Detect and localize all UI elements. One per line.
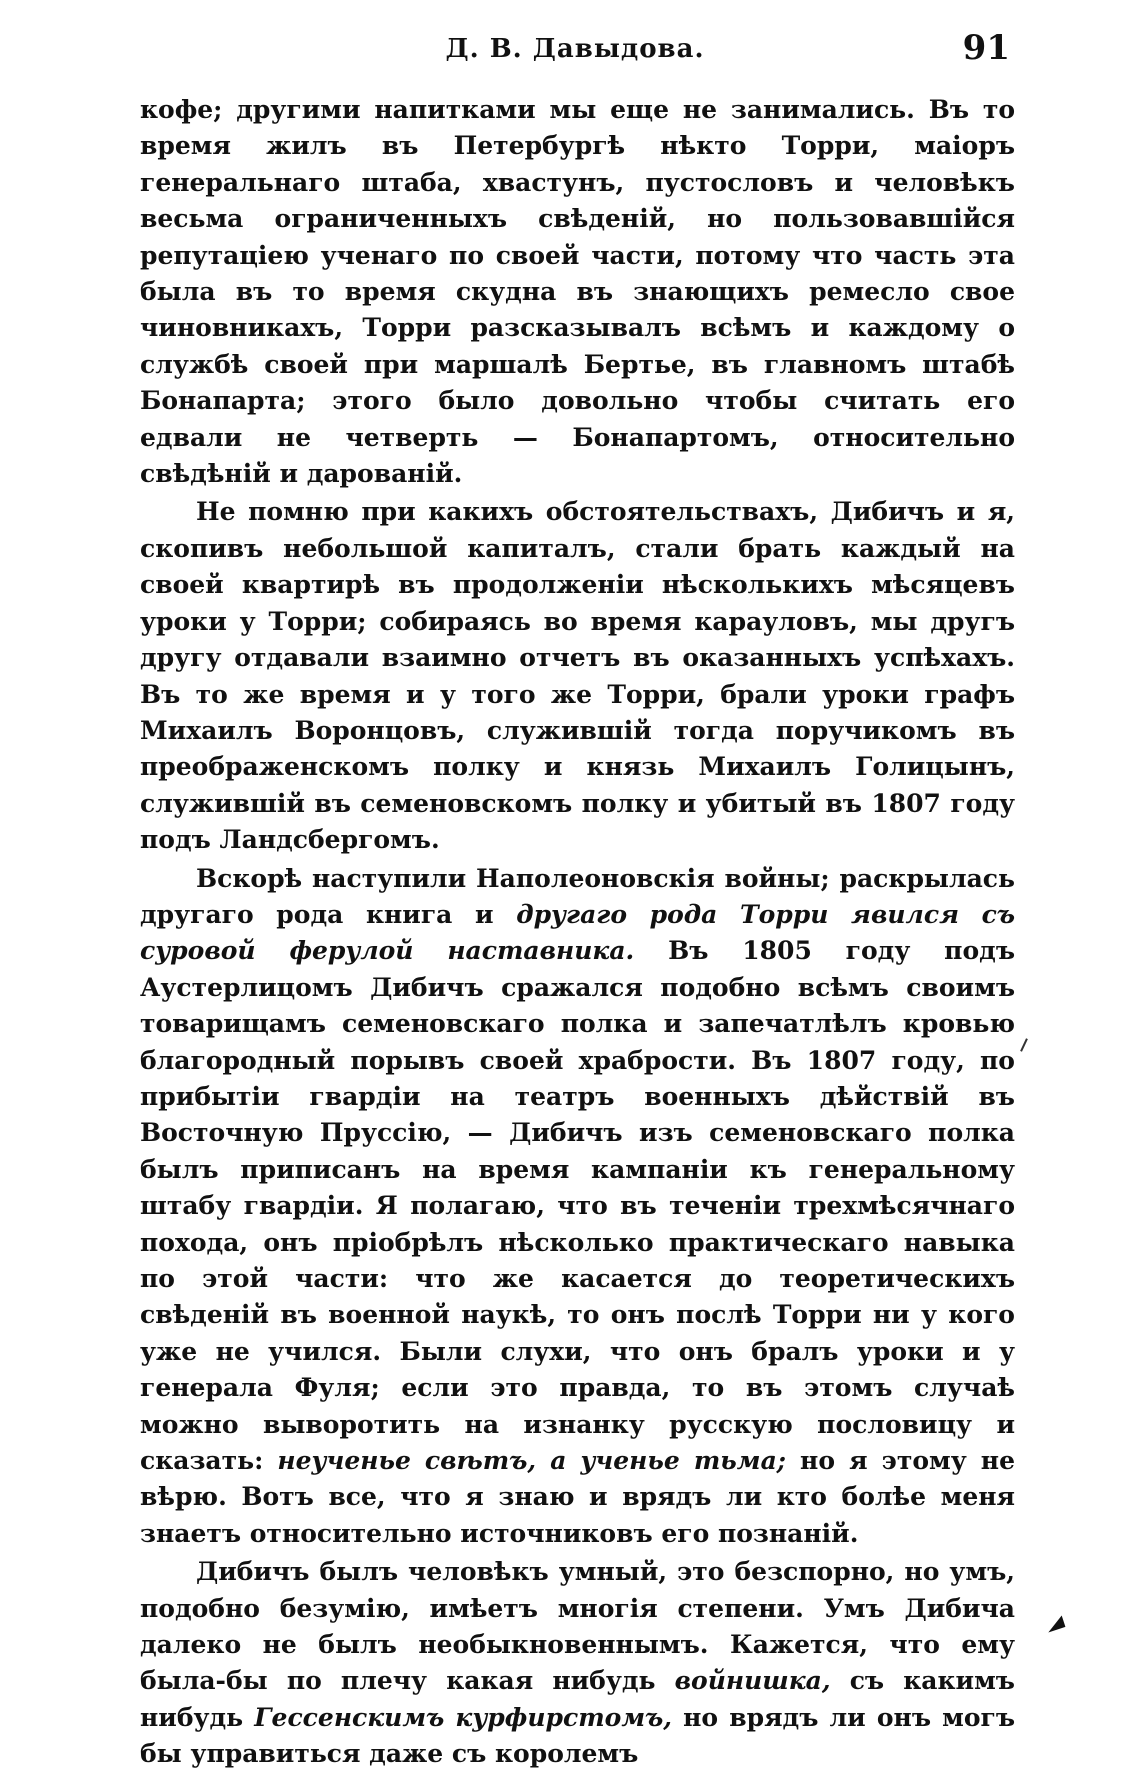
corner-print-mark [1045, 1616, 1066, 1633]
italic-run: неученье свѣтъ, а ученье тьма; [277, 1446, 786, 1476]
text-run: съ какимъ нибудь [140, 1666, 1015, 1732]
italic-run: другаго рода Торри явился съ суровой ферулой наставника. [140, 899, 1016, 966]
italic-run: Гессенскимъ курфирстомъ, [254, 1702, 672, 1732]
paragraph-4 [140, 1554, 1015, 1772]
paragraph-2 [140, 494, 1015, 858]
italic-run: войнишка, [674, 1666, 831, 1696]
running-head [140, 28, 1010, 72]
body-text [140, 92, 1015, 1773]
page-number: 91 [962, 28, 1010, 68]
paragraph-1 [140, 92, 1015, 492]
text-run: Вскорѣ наступили Наполеоновскія войны; раскрылась другаго рода книга и [140, 863, 1015, 929]
text-run: Не помню при какихъ обстоятельствахъ, Дибичъ и я, скопивъ небольшой капиталъ, стали брать каждый на своей квартирѣ въ продолженіи нѣсколькихъ мѣсяцевъ уроки у Торри; собираясь во время карауловъ, мы другъ другу отдавали взаимно отчетъ въ оказанныхъ успѣхахъ. Въ то же время и у того же Торри, брали уроки графъ Михаилъ Воронцовъ, служившій тогда поручикомъ въ преображенскомъ полку и князь Михаилъ Голицынъ, служившій въ семеновскомъ полку и убитый въ 1807 году подъ Ландсбергомъ. [140, 497, 1015, 855]
margin-mark [1020, 1038, 1028, 1052]
text-run: но врядъ ли онъ могъ бы управиться даже съ королемъ [140, 1702, 1016, 1769]
running-title: Д. В. Давыдова. [445, 34, 705, 64]
text-run: но я этому не вѣрю. Вотъ все, что я знаю и врядъ ли кто болѣе меня знаетъ относительно источниковъ его познаній. [140, 1446, 1015, 1548]
paragraph-3 [140, 861, 1015, 1553]
text-run: Дибичъ былъ человѣкъ умный, это безспорно, но умъ, подобно безумію, имѣетъ многія степени. Умъ Дибича далеко не былъ необыкновеннымъ. Кажется, что ему была-бы по плечу какая нибудь [140, 1557, 1015, 1696]
text-run: Въ 1805 году подъ Аустерлицомъ Дибичъ сражался подобно всѣмъ своимъ товарищамъ семеновскаго полка и запечатлѣлъ кровью благородный порывъ своей храбрости. Въ 1807 году, по прибытіи гвардіи на театръ военныхъ дѣйствій въ Восточную Пруссію, — Дибичъ изъ семеновскаго полка былъ приписанъ на время кампаніи къ генеральному штабу гвардіи. Я полагаю, что въ теченіи трехмѣсячнаго похода, онъ пріобрѣлъ нѣсколько практическаго навыка по этой части: что же касается до теоретическихъ свѣденій въ военной наукѣ, то онъ послѣ Торри ни у кого уже не учился. Были слухи, что онъ бралъ уроки и у генерала Фуля; если это правда, то въ этомъ случаѣ можно выворотить на изнанку русскую пословицу и сказать: [140, 936, 1015, 1476]
text-run: кофе; другими напитками мы еще не занимались. Въ то время жилъ въ Петербургѣ нѣкто Торри, маіоръ генеральнаго штаба, хвастунъ, пустословъ и человѣкъ весьма ограниченныхъ свѣденій, но пользовавшійся репутаціею ученаго по своей части, потому что часть эта была въ то время скудна въ знающихъ ремесло свое чиновникахъ, Торри разсказывалъ всѣмъ и каждому о службѣ своей при маршалѣ Бертье, въ главномъ штабѣ Бонапарта; этого было довольно чтобы считать его едвали не четверть — Бонапартомъ, относительно свѣдѣній и дарованій. [140, 95, 1015, 489]
